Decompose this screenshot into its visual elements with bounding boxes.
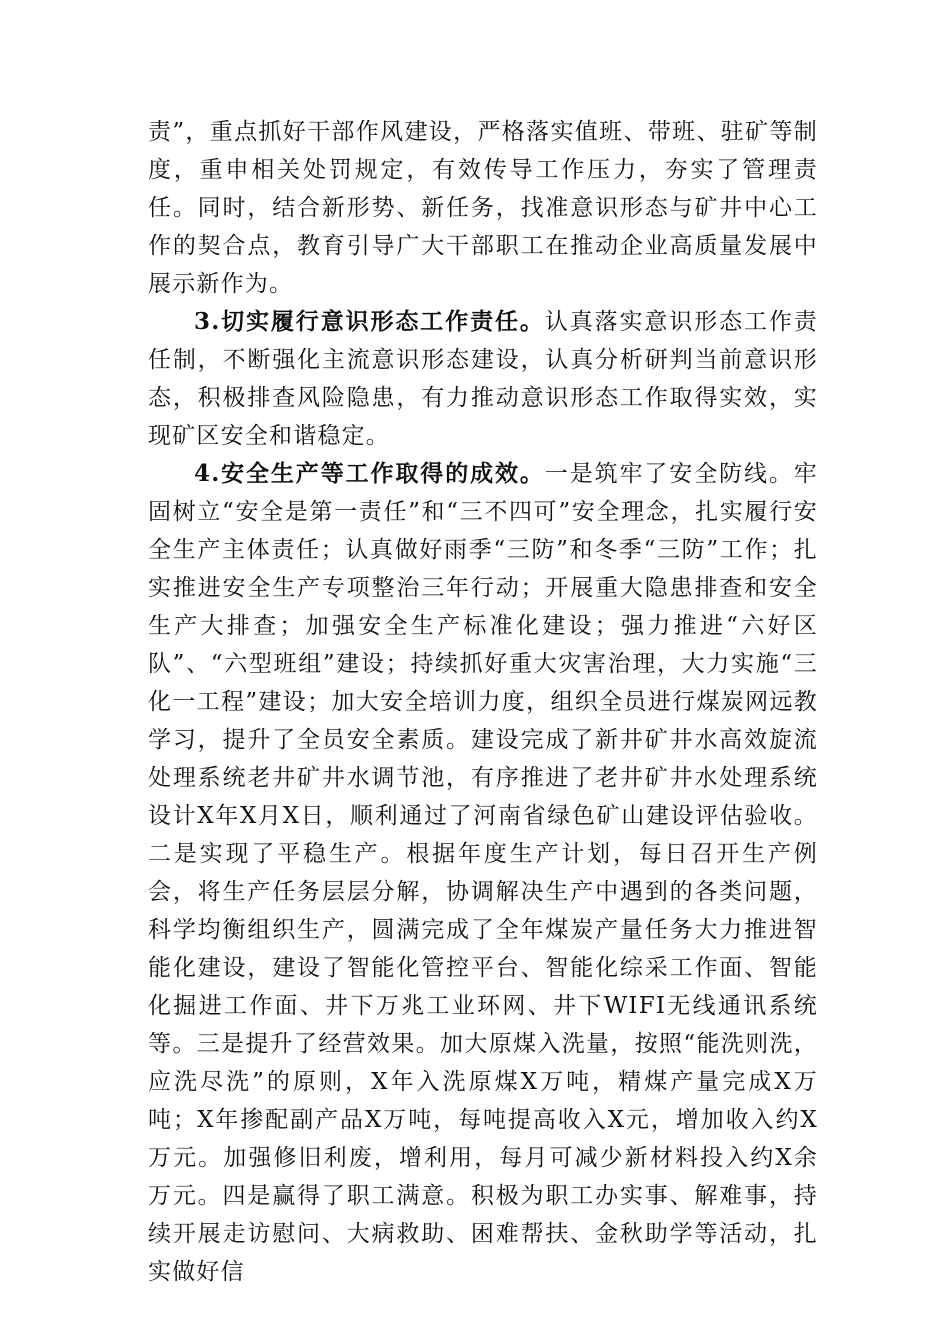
paragraph-text: 认真落实意识形态工作责任制，不断强化主流意识形态建设，认真分析研判当前意识形态，积极排查风险隐患，有力推动意识形态工作取得实效，实现矿区安全和谐稳定。 [148, 309, 819, 449]
section-heading: 4.安全生产等工作取得的成效。 [194, 460, 545, 487]
paragraph-text: 责”，重点抓好干部作风建设，严格落实值班、带班、驻矿等制度，重申相关处罚规定，有效传导工作压力，夯实了管理责任。同时，结合新形势、新任务，找准意识形态与矿井中心工作的契合点，教育引导广大干部职工在推动企业高质量发展中展示新作为。 [148, 119, 818, 297]
paragraph-ideology-responsibility [148, 303, 818, 455]
document-body [148, 113, 818, 1291]
section-heading: 3.切实履行意识形态工作责任。 [194, 308, 545, 335]
paragraph-text: 一是筑牢了安全防线。牢固树立“安全是第一责任”和“三不四可”安全理念，扎实履行安全生产主体责任；认真做好雨季“三防”和冬季“三防”工作；扎实推进安全生产专项整治三年行动；开展重大隐患排查和安全生产大排查；加强安全生产标准化建设；强力推进“六好区队”、“六型班组”建设；持续抓好重大灾害治理，大力实施“三化一工程”建设；加大安全培训力度，组织全员进行煤炭网远教学习，提升了全员安全素质。建设完成了新井矿井水高效旋流处理系统老井矿井水调节池，有序推进了老井矿井水处理系统设计X年X月X日，顺利通过了河南省绿色矿山建设评估验收。二是实现了平稳生产。根据年度生产计划，每日召开生产例会，将生产任务层层分解，协调解决生产中遇到的各类问题，科学均衡组织生产，圆满完成了全年煤炭产量任务大力推进智能化建设，建设了智能化管控平台、智能化综采工作面、智能化掘进工作面、井下万兆工业环网、井下WIFI无线通讯系统等。三是提升了经营效果。加大原煤入洗量，按照“能洗则洗，应洗尽洗”的原则，X年入洗原煤X万吨，精煤产量完成X万吨；X年掺配副产品X万吨，每吨提高收入X元，增加收入约X万元。加强修旧利废，增利用，每月可减少新材料投入约X余万元。四是赢得了职工满意。积极为职工办实事、解难事，持续开展走访慰问、大病救助、困难帮扶、金秋助学等活动，扎实做好信 [148, 461, 819, 1285]
paragraph-continuation [148, 113, 818, 303]
paragraph-safety-results [148, 455, 818, 1291]
